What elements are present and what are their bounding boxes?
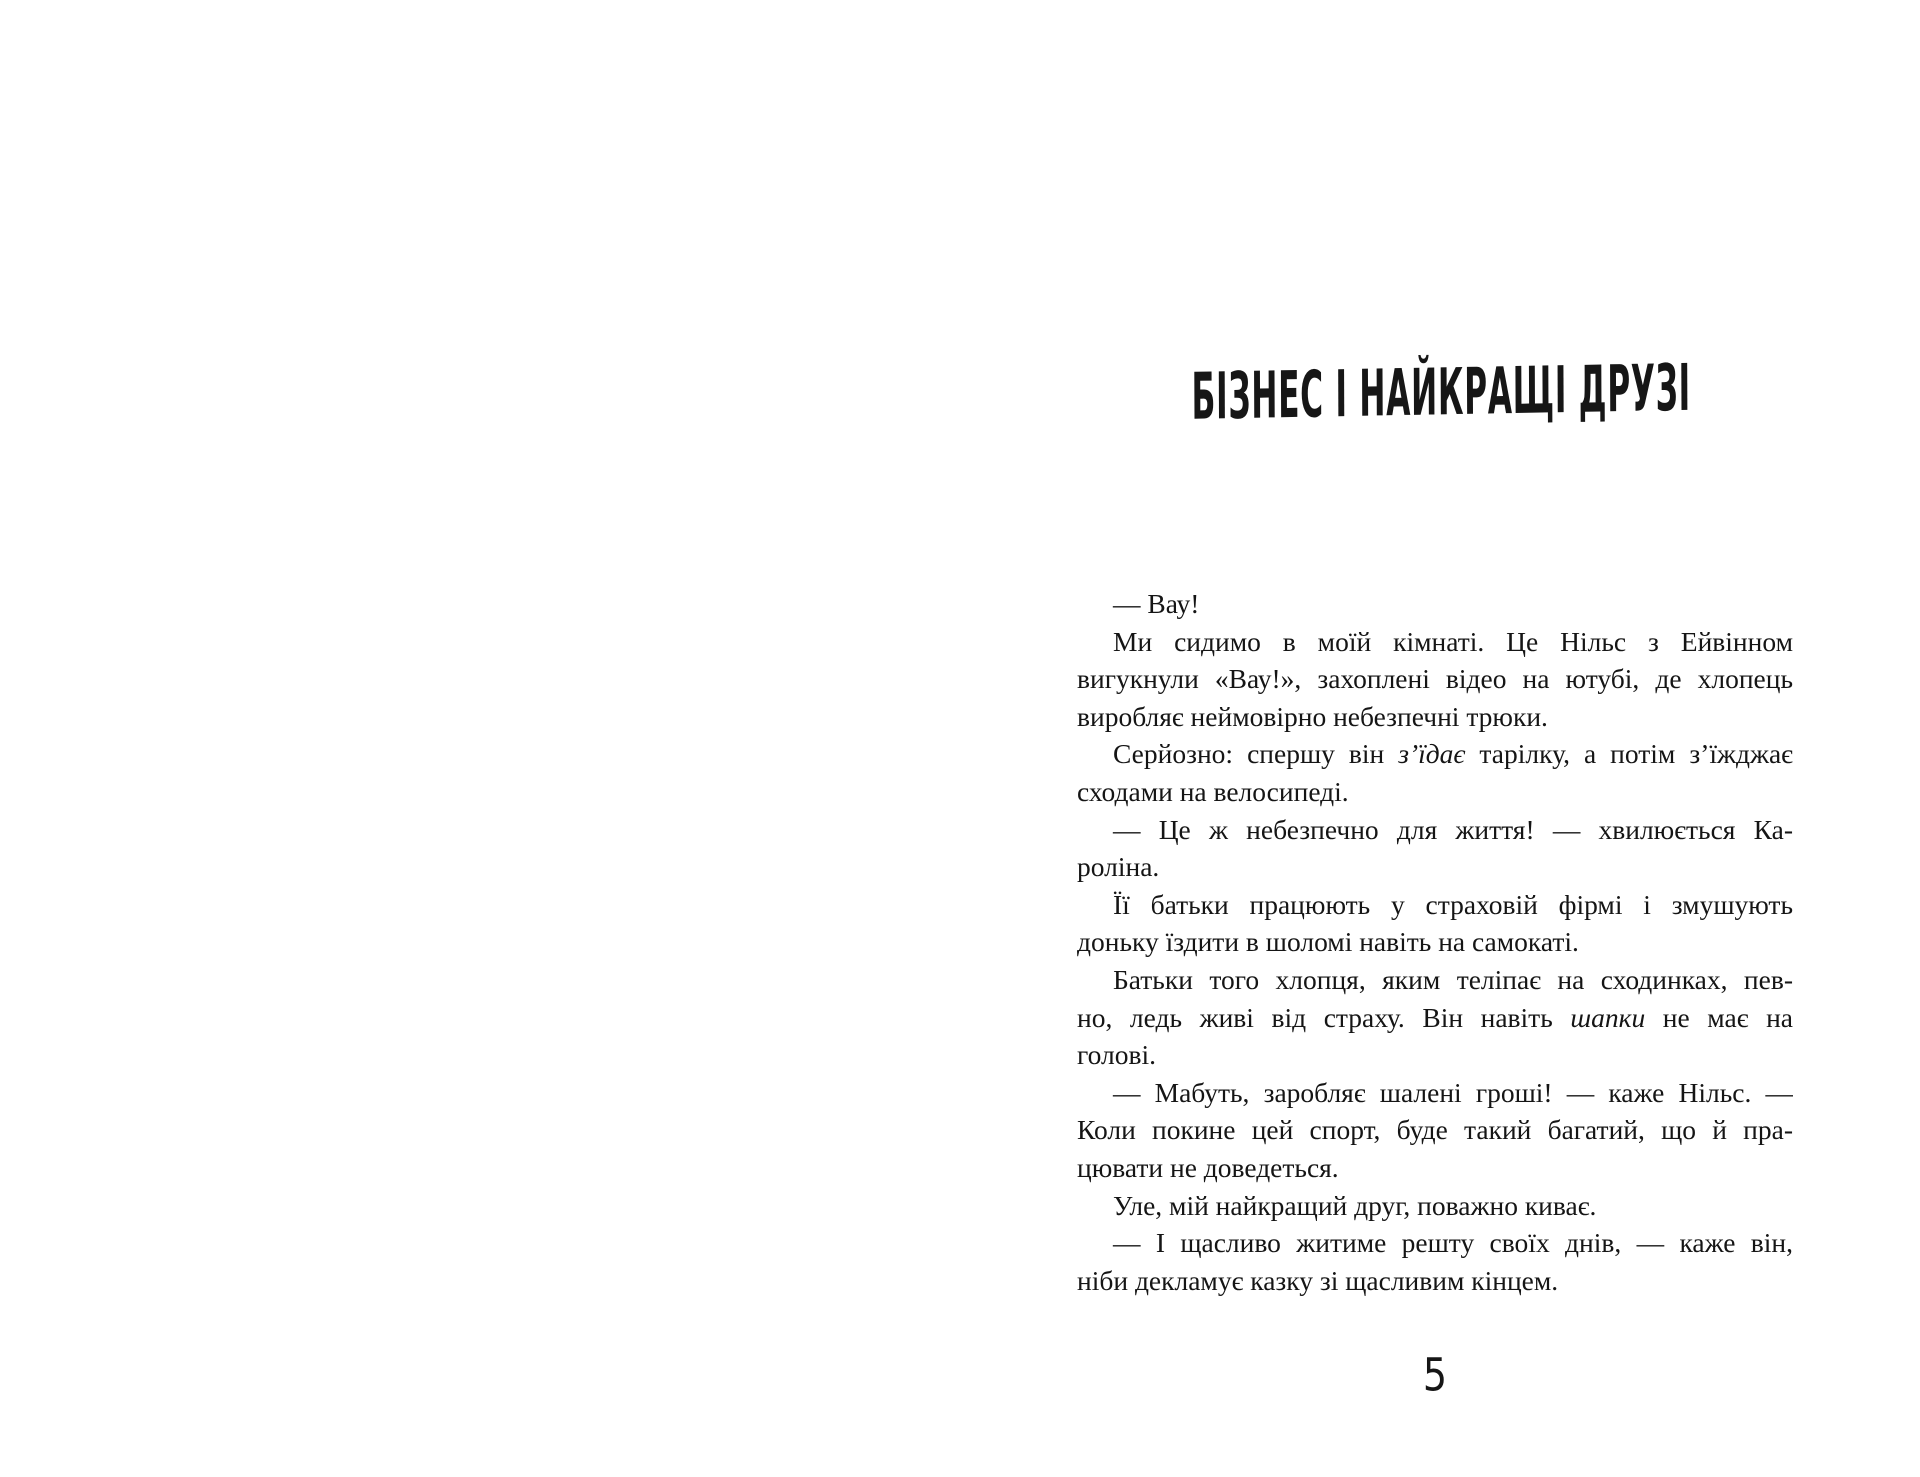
text-line <box>1077 1149 1793 1187</box>
text-run: вигукнули «Вау!», захоплені відео на ютубі, де хлопець <box>1077 663 1793 695</box>
text-run: Серйозно: спершу він <box>1113 738 1399 770</box>
text-line <box>1077 1036 1793 1074</box>
text-run: виробляє неймовірно небезпечні трюки. <box>1077 700 1548 732</box>
text-line <box>1077 848 1793 886</box>
text-line <box>1077 1111 1793 1149</box>
text-run: Її батьки працюють у страховій фірмі і змушують <box>1113 888 1793 920</box>
text-line <box>1077 1224 1793 1262</box>
text-run: роліна. <box>1077 851 1160 883</box>
text-run: — Вау! <box>1113 588 1200 619</box>
text-line <box>1077 660 1793 698</box>
text-run: Коли покине цей спорт, буде такий багатий, що й пра- <box>1077 1114 1793 1146</box>
text-line <box>1077 1074 1793 1112</box>
text-run: — Мабуть, заробляє шалені гроші! — каже Нільс. — <box>1113 1076 1793 1108</box>
text-line <box>1077 811 1793 849</box>
text-line <box>1077 698 1793 736</box>
text-run: цювати не доведеться. <box>1077 1151 1339 1183</box>
text-line <box>1077 961 1793 999</box>
text-line <box>1077 1187 1793 1225</box>
text-run: Батьки того хлопця, яким теліпає на сходинках, пев- <box>1113 963 1793 995</box>
text-run: доньку їздити в шоломі навіть на самокаті. <box>1077 926 1579 958</box>
text-run: Ми сидимо в моїй кімнаті. Це Нільс з Ейвінном <box>1113 625 1793 657</box>
page-text <box>1077 585 1793 1299</box>
text-line <box>1077 585 1793 623</box>
chapter-title: БІЗНЕС І НАЙКРАЩІ ДРУЗІ <box>1191 349 1692 435</box>
text-run: Уле, мій найкращий друг, поважно киває. <box>1113 1189 1597 1221</box>
text-line <box>1077 1262 1793 1300</box>
text-line <box>1077 735 1793 773</box>
text-line <box>1077 886 1793 924</box>
text-line <box>1077 923 1793 961</box>
text-run: тарілку, а потім з’їжджає <box>1465 738 1793 770</box>
emphasized-text: шапки <box>1570 1001 1646 1033</box>
text-run: ніби декламує казку зі щасливим кінцем. <box>1077 1264 1559 1296</box>
text-run: — Це ж небезпечно для життя! — хвилюється Ка- <box>1113 813 1793 845</box>
text-run: но, ледь живі від страху. Він навіть <box>1077 1001 1571 1033</box>
text-line <box>1077 999 1793 1037</box>
text-run: — І щасливо житиме решту своїх днів, — каже він, <box>1113 1227 1793 1259</box>
page-number: 5 <box>1422 1348 1448 1402</box>
text-line <box>1077 623 1793 661</box>
text-line <box>1077 773 1793 811</box>
emphasized-text: з’їдає <box>1398 738 1466 770</box>
text-run: сходами на велосипеді. <box>1077 775 1349 807</box>
text-run: голові. <box>1077 1039 1156 1071</box>
text-run: не має на <box>1645 1001 1793 1033</box>
